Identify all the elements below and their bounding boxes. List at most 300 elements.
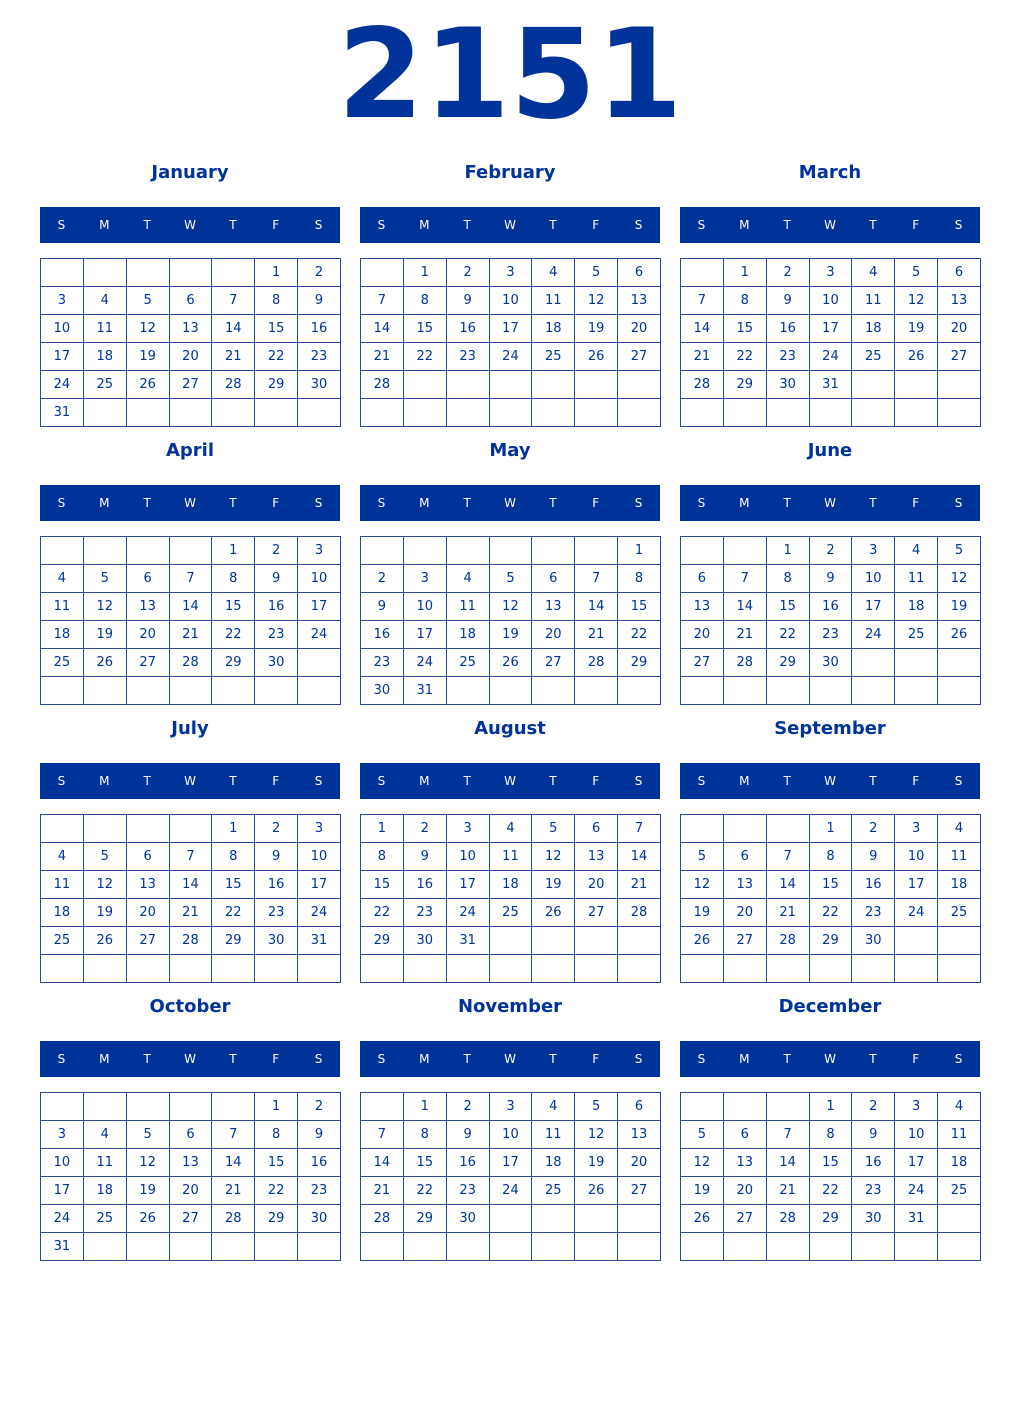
day-grid <box>40 258 341 427</box>
day-cell: 12 <box>938 565 981 593</box>
day-cell: 20 <box>126 899 169 927</box>
empty-cell <box>169 259 212 287</box>
day-cell: 30 <box>852 927 895 955</box>
day-cell: 19 <box>489 621 532 649</box>
weekday-label: F <box>592 496 600 510</box>
empty-cell <box>532 1205 575 1233</box>
day-cell: 15 <box>766 593 809 621</box>
empty-cell <box>169 677 212 705</box>
month-name: September <box>774 718 886 739</box>
day-cell: 21 <box>618 871 661 899</box>
day-cell: 8 <box>766 565 809 593</box>
weekday-label: S <box>634 774 643 788</box>
weekday-label: F <box>912 496 920 510</box>
empty-cell <box>489 399 532 427</box>
empty-cell <box>938 677 981 705</box>
day-cell: 27 <box>681 649 724 677</box>
weekday-label: T <box>143 1052 151 1066</box>
day-cell: 28 <box>575 649 618 677</box>
empty-cell <box>446 677 489 705</box>
month-march <box>680 156 980 426</box>
day-cell: 6 <box>575 815 618 843</box>
empty-cell <box>681 815 724 843</box>
day-cell: 19 <box>681 1177 724 1205</box>
empty-cell <box>681 1093 724 1121</box>
day-cell: 27 <box>618 1177 661 1205</box>
day-cell: 17 <box>446 871 489 899</box>
day-cell: 10 <box>298 843 341 871</box>
weekday-label: T <box>869 496 877 510</box>
day-cell: 7 <box>681 287 724 315</box>
day-grid <box>360 814 661 983</box>
day-cell: 5 <box>489 565 532 593</box>
empty-cell <box>532 371 575 399</box>
day-cell: 22 <box>212 621 255 649</box>
day-cell: 16 <box>361 621 404 649</box>
week-row <box>41 621 341 649</box>
empty-cell <box>446 955 489 983</box>
weekday-label: W <box>824 496 836 510</box>
month-name: May <box>489 440 531 461</box>
day-cell: 30 <box>255 927 298 955</box>
empty-cell <box>895 677 938 705</box>
month-name: December <box>778 996 882 1017</box>
day-cell: 18 <box>532 1149 575 1177</box>
day-cell: 1 <box>403 1093 446 1121</box>
day-cell: 28 <box>169 927 212 955</box>
weekday-label: S <box>634 1052 643 1066</box>
empty-cell <box>169 399 212 427</box>
day-cell: 9 <box>361 593 404 621</box>
empty-cell <box>489 955 532 983</box>
weekday-label: W <box>504 218 516 232</box>
day-cell: 2 <box>403 815 446 843</box>
day-cell: 10 <box>852 565 895 593</box>
week-row <box>41 815 341 843</box>
week-row <box>681 315 981 343</box>
weekday-label: S <box>697 218 706 232</box>
day-cell: 11 <box>83 315 126 343</box>
day-cell: 22 <box>255 1177 298 1205</box>
day-cell: 1 <box>723 259 766 287</box>
day-cell: 11 <box>532 1121 575 1149</box>
empty-cell <box>446 537 489 565</box>
empty-cell <box>489 1233 532 1261</box>
weekday-label: F <box>912 774 920 788</box>
empty-cell <box>938 927 981 955</box>
empty-cell <box>403 371 446 399</box>
day-cell: 31 <box>446 927 489 955</box>
day-cell: 16 <box>255 871 298 899</box>
day-cell: 26 <box>489 649 532 677</box>
day-cell: 10 <box>41 315 84 343</box>
day-cell: 17 <box>41 1177 84 1205</box>
empty-cell <box>126 1093 169 1121</box>
weekday-label: M <box>99 218 110 232</box>
day-cell: 26 <box>681 927 724 955</box>
day-cell: 4 <box>938 815 981 843</box>
weekday-label: W <box>184 1052 196 1066</box>
day-cell: 3 <box>895 815 938 843</box>
empty-cell <box>489 371 532 399</box>
day-cell: 12 <box>681 1149 724 1177</box>
weekday-label: W <box>824 1052 836 1066</box>
day-cell: 26 <box>938 621 981 649</box>
empty-cell <box>83 259 126 287</box>
day-cell: 24 <box>809 343 852 371</box>
day-cell: 2 <box>852 1093 895 1121</box>
day-cell: 4 <box>895 537 938 565</box>
day-cell: 5 <box>575 1093 618 1121</box>
day-cell: 29 <box>361 927 404 955</box>
weekday-label: T <box>143 496 151 510</box>
week-row <box>361 343 661 371</box>
week-row <box>681 565 981 593</box>
empty-cell <box>83 537 126 565</box>
day-cell: 25 <box>532 1177 575 1205</box>
day-cell: 26 <box>126 1205 169 1233</box>
empty-cell <box>575 1205 618 1233</box>
day-cell: 24 <box>489 1177 532 1205</box>
day-cell: 26 <box>895 343 938 371</box>
empty-cell <box>446 399 489 427</box>
day-cell: 25 <box>852 343 895 371</box>
day-cell: 20 <box>618 1149 661 1177</box>
weekday-label: M <box>739 774 750 788</box>
empty-cell <box>446 371 489 399</box>
day-cell: 27 <box>938 343 981 371</box>
empty-cell <box>298 649 341 677</box>
day-cell: 2 <box>809 537 852 565</box>
day-cell: 17 <box>403 621 446 649</box>
day-cell: 28 <box>766 927 809 955</box>
weekday-label: T <box>869 218 877 232</box>
weekday-label: M <box>99 774 110 788</box>
empty-cell <box>575 1233 618 1261</box>
day-cell: 22 <box>766 621 809 649</box>
weekday-header <box>40 763 340 799</box>
day-cell: 16 <box>403 871 446 899</box>
day-cell: 9 <box>446 287 489 315</box>
weekday-label: S <box>377 1052 386 1066</box>
empty-cell <box>41 955 84 983</box>
day-cell: 19 <box>83 621 126 649</box>
empty-cell <box>852 649 895 677</box>
empty-cell <box>681 259 724 287</box>
week-row <box>361 843 661 871</box>
week-row <box>361 537 661 565</box>
weekday-label: F <box>912 218 920 232</box>
day-cell: 3 <box>895 1093 938 1121</box>
weekday-label: T <box>869 774 877 788</box>
day-cell: 21 <box>212 1177 255 1205</box>
weekday-header <box>40 1041 340 1077</box>
day-cell: 3 <box>41 1121 84 1149</box>
day-cell: 1 <box>361 815 404 843</box>
day-cell: 26 <box>83 649 126 677</box>
day-cell: 21 <box>766 1177 809 1205</box>
empty-cell <box>126 815 169 843</box>
weekday-header <box>360 207 660 243</box>
week-row <box>361 1177 661 1205</box>
weekday-label: F <box>592 1052 600 1066</box>
empty-cell <box>575 537 618 565</box>
day-cell: 2 <box>361 565 404 593</box>
empty-cell <box>298 399 341 427</box>
day-cell: 28 <box>361 1205 404 1233</box>
empty-cell <box>681 399 724 427</box>
day-cell: 15 <box>618 593 661 621</box>
day-cell: 31 <box>895 1205 938 1233</box>
empty-cell <box>126 1233 169 1261</box>
empty-cell <box>618 1205 661 1233</box>
day-cell: 19 <box>895 315 938 343</box>
week-row <box>361 621 661 649</box>
day-cell: 26 <box>681 1205 724 1233</box>
weekday-label: T <box>783 774 791 788</box>
empty-cell <box>83 677 126 705</box>
week-row <box>361 927 661 955</box>
week-row <box>41 259 341 287</box>
weekday-label: M <box>419 496 430 510</box>
day-cell: 21 <box>212 343 255 371</box>
week-row <box>41 677 341 705</box>
day-cell: 14 <box>766 1149 809 1177</box>
week-row <box>41 287 341 315</box>
empty-cell <box>255 677 298 705</box>
weekday-label: T <box>549 1052 557 1066</box>
weekday-header <box>680 1041 980 1077</box>
empty-cell <box>212 1233 255 1261</box>
week-row <box>361 1233 661 1261</box>
day-cell: 12 <box>575 1121 618 1149</box>
day-cell: 17 <box>809 315 852 343</box>
day-cell: 4 <box>83 1121 126 1149</box>
day-cell: 29 <box>766 649 809 677</box>
day-cell: 1 <box>212 537 255 565</box>
day-cell: 3 <box>298 537 341 565</box>
day-cell: 21 <box>766 899 809 927</box>
day-cell: 29 <box>723 371 766 399</box>
day-cell: 12 <box>575 287 618 315</box>
empty-cell <box>403 537 446 565</box>
empty-cell <box>852 1233 895 1261</box>
day-cell: 7 <box>212 1121 255 1149</box>
month-name: March <box>798 162 862 183</box>
day-cell: 13 <box>169 315 212 343</box>
day-cell: 29 <box>403 1205 446 1233</box>
day-cell: 5 <box>126 1121 169 1149</box>
month-may <box>360 434 660 704</box>
week-row <box>361 371 661 399</box>
empty-cell <box>618 399 661 427</box>
day-cell: 10 <box>809 287 852 315</box>
empty-cell <box>83 399 126 427</box>
day-cell: 11 <box>83 1149 126 1177</box>
weekday-label: S <box>954 774 963 788</box>
day-cell: 4 <box>938 1093 981 1121</box>
day-cell: 8 <box>809 1121 852 1149</box>
week-row <box>681 1205 981 1233</box>
weekday-label: T <box>229 218 237 232</box>
weekday-label: F <box>272 218 280 232</box>
week-row <box>681 899 981 927</box>
day-grid <box>680 814 981 983</box>
day-cell: 27 <box>532 649 575 677</box>
weekday-label: S <box>57 218 66 232</box>
empty-cell <box>83 815 126 843</box>
day-cell: 13 <box>575 843 618 871</box>
empty-cell <box>126 399 169 427</box>
day-cell: 30 <box>852 1205 895 1233</box>
month-name: August <box>474 718 546 739</box>
day-cell: 18 <box>83 343 126 371</box>
day-cell: 4 <box>489 815 532 843</box>
weekday-label: S <box>954 1052 963 1066</box>
day-cell: 20 <box>169 1177 212 1205</box>
day-cell: 5 <box>575 259 618 287</box>
weekday-header <box>360 1041 660 1077</box>
empty-cell <box>766 399 809 427</box>
empty-cell <box>766 1093 809 1121</box>
day-cell: 2 <box>298 259 341 287</box>
empty-cell <box>361 259 404 287</box>
day-cell: 5 <box>83 843 126 871</box>
weekday-label: F <box>272 496 280 510</box>
week-row <box>681 399 981 427</box>
weekday-label: F <box>912 1052 920 1066</box>
empty-cell <box>895 1233 938 1261</box>
day-cell: 13 <box>532 593 575 621</box>
empty-cell <box>766 1233 809 1261</box>
day-cell: 25 <box>938 899 981 927</box>
empty-cell <box>895 955 938 983</box>
day-cell: 26 <box>83 927 126 955</box>
day-cell: 9 <box>403 843 446 871</box>
weekday-label: W <box>824 774 836 788</box>
day-cell: 15 <box>809 871 852 899</box>
week-row <box>681 955 981 983</box>
day-cell: 17 <box>41 343 84 371</box>
day-cell: 19 <box>126 343 169 371</box>
week-row <box>41 537 341 565</box>
empty-cell <box>575 399 618 427</box>
day-cell: 3 <box>489 1093 532 1121</box>
weekday-label: M <box>99 496 110 510</box>
day-cell: 16 <box>255 593 298 621</box>
day-cell: 22 <box>403 343 446 371</box>
empty-cell <box>938 371 981 399</box>
day-cell: 18 <box>938 1149 981 1177</box>
empty-cell <box>489 537 532 565</box>
empty-cell <box>575 927 618 955</box>
empty-cell <box>126 677 169 705</box>
day-cell: 30 <box>298 371 341 399</box>
week-row <box>41 343 341 371</box>
day-cell: 8 <box>255 287 298 315</box>
day-cell: 19 <box>938 593 981 621</box>
day-cell: 25 <box>532 343 575 371</box>
week-row <box>361 1121 661 1149</box>
day-cell: 21 <box>169 899 212 927</box>
day-cell: 20 <box>532 621 575 649</box>
weekday-label: S <box>57 1052 66 1066</box>
week-row <box>681 343 981 371</box>
weekday-header <box>680 485 980 521</box>
weekday-label: W <box>824 218 836 232</box>
empty-cell <box>575 371 618 399</box>
day-cell: 28 <box>681 371 724 399</box>
day-cell: 8 <box>212 843 255 871</box>
empty-cell <box>169 955 212 983</box>
day-cell: 13 <box>681 593 724 621</box>
weekday-label: T <box>549 774 557 788</box>
month-june <box>680 434 980 704</box>
empty-cell <box>618 955 661 983</box>
day-cell: 31 <box>809 371 852 399</box>
empty-cell <box>723 677 766 705</box>
empty-cell <box>403 399 446 427</box>
empty-cell <box>532 537 575 565</box>
day-cell: 7 <box>169 843 212 871</box>
weekday-label: T <box>143 774 151 788</box>
week-row <box>681 621 981 649</box>
week-row <box>361 565 661 593</box>
weekday-label: M <box>739 496 750 510</box>
weekday-label: S <box>954 218 963 232</box>
day-cell: 12 <box>681 871 724 899</box>
empty-cell <box>169 537 212 565</box>
month-name: January <box>151 162 229 183</box>
day-cell: 24 <box>41 1205 84 1233</box>
empty-cell <box>169 1093 212 1121</box>
day-grid <box>40 814 341 983</box>
day-cell: 20 <box>575 871 618 899</box>
weekday-label: M <box>739 218 750 232</box>
weekday-label: T <box>783 218 791 232</box>
day-cell: 6 <box>723 843 766 871</box>
day-cell: 10 <box>298 565 341 593</box>
week-row <box>41 1121 341 1149</box>
day-cell: 12 <box>126 1149 169 1177</box>
day-cell: 7 <box>361 287 404 315</box>
day-cell: 18 <box>489 871 532 899</box>
empty-cell <box>766 955 809 983</box>
day-cell: 14 <box>169 593 212 621</box>
day-cell: 30 <box>809 649 852 677</box>
day-cell: 17 <box>489 315 532 343</box>
day-cell: 23 <box>298 1177 341 1205</box>
week-row <box>41 399 341 427</box>
week-row <box>361 955 661 983</box>
empty-cell <box>83 1233 126 1261</box>
day-cell: 13 <box>126 593 169 621</box>
day-cell: 11 <box>41 593 84 621</box>
day-cell: 17 <box>298 871 341 899</box>
empty-cell <box>212 677 255 705</box>
day-cell: 15 <box>212 593 255 621</box>
week-row <box>41 899 341 927</box>
empty-cell <box>532 1233 575 1261</box>
day-cell: 15 <box>723 315 766 343</box>
empty-cell <box>809 1233 852 1261</box>
day-cell: 16 <box>298 1149 341 1177</box>
day-cell: 22 <box>809 1177 852 1205</box>
day-cell: 25 <box>83 1205 126 1233</box>
day-cell: 6 <box>938 259 981 287</box>
week-row <box>681 1121 981 1149</box>
day-cell: 27 <box>575 899 618 927</box>
